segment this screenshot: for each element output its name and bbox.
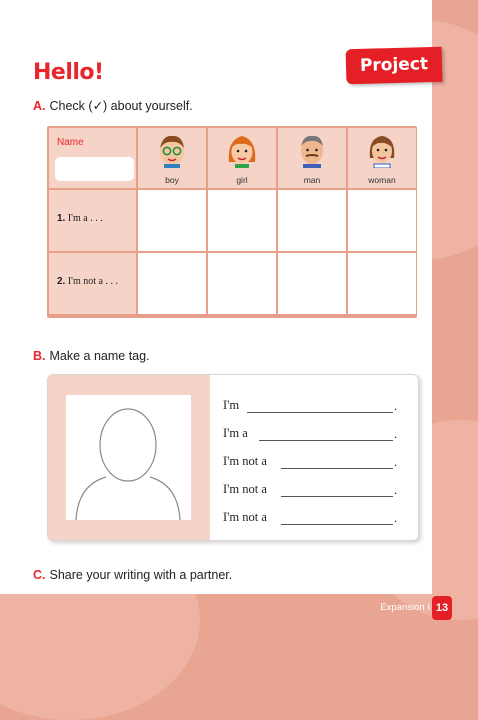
girl-icon	[225, 132, 259, 168]
row-text: I'm a . . .	[67, 213, 103, 224]
write-line[interactable]	[281, 496, 393, 497]
check-box[interactable]	[138, 253, 206, 314]
period: .	[394, 427, 398, 441]
tag-line	[223, 510, 398, 525]
check-box[interactable]	[138, 190, 206, 251]
column-label: boy	[165, 175, 179, 185]
check-box[interactable]	[208, 253, 276, 314]
tag-line-text: I'm	[223, 398, 240, 412]
row-number: 1.	[57, 213, 66, 224]
name-input-box[interactable]	[55, 157, 134, 181]
row-header-1	[49, 190, 136, 251]
section-letter: A.	[33, 99, 46, 113]
tag-line-text: I'm a	[223, 426, 248, 440]
write-line[interactable]	[281, 524, 393, 525]
photo-panel	[48, 375, 210, 540]
footer-label: Expansion I	[380, 602, 430, 613]
section-letter: C.	[33, 568, 46, 582]
section-c-heading	[33, 568, 232, 582]
name-header-cell	[49, 128, 136, 188]
woman-icon	[365, 132, 399, 168]
tag-line-text: I'm not a	[223, 510, 267, 524]
column-label: man	[303, 175, 321, 185]
tag-line	[223, 454, 398, 469]
name-tag-card	[47, 374, 419, 541]
tag-line	[223, 398, 398, 413]
column-label: woman	[368, 175, 396, 185]
row-header-2	[49, 253, 136, 314]
section-letter: B.	[33, 349, 46, 363]
page-number-badge: 13	[432, 596, 452, 620]
column-header-girl	[208, 128, 276, 188]
check-table	[47, 126, 417, 318]
column-header-woman	[348, 128, 416, 188]
check-box[interactable]	[208, 190, 276, 251]
period: .	[394, 455, 398, 469]
section-text: Check (✓) about yourself.	[49, 99, 193, 113]
check-box[interactable]	[278, 253, 346, 314]
section-a-heading	[33, 98, 193, 113]
tag-line-text: I'm not a	[223, 482, 267, 496]
section-text: Make a name tag.	[49, 349, 150, 363]
write-line[interactable]	[247, 412, 393, 413]
check-box[interactable]	[348, 253, 416, 314]
period: .	[394, 399, 398, 413]
person-silhouette-icon	[66, 395, 191, 520]
period: .	[394, 483, 398, 497]
tag-line-text: I'm not a	[223, 454, 267, 468]
column-label: girl	[236, 175, 248, 185]
column-header-man	[278, 128, 346, 188]
man-icon	[295, 132, 329, 168]
tag-line	[223, 426, 398, 441]
check-box[interactable]	[348, 190, 416, 251]
name-label: Name	[57, 137, 84, 148]
check-box[interactable]	[278, 190, 346, 251]
boy-icon	[155, 132, 189, 168]
period: .	[394, 511, 398, 525]
project-tab-label: Project	[359, 54, 429, 76]
project-tab	[346, 47, 443, 85]
section-text: Share your writing with a partner.	[49, 568, 233, 582]
write-line[interactable]	[281, 468, 393, 469]
page-title: Hello!	[33, 60, 104, 85]
tag-line	[223, 482, 398, 497]
column-header-boy	[138, 128, 206, 188]
section-b-heading	[33, 349, 150, 363]
photo-placeholder[interactable]	[66, 395, 191, 520]
row-number: 2.	[57, 276, 66, 287]
write-line[interactable]	[259, 440, 393, 441]
row-text: I'm not a . . .	[67, 276, 118, 287]
